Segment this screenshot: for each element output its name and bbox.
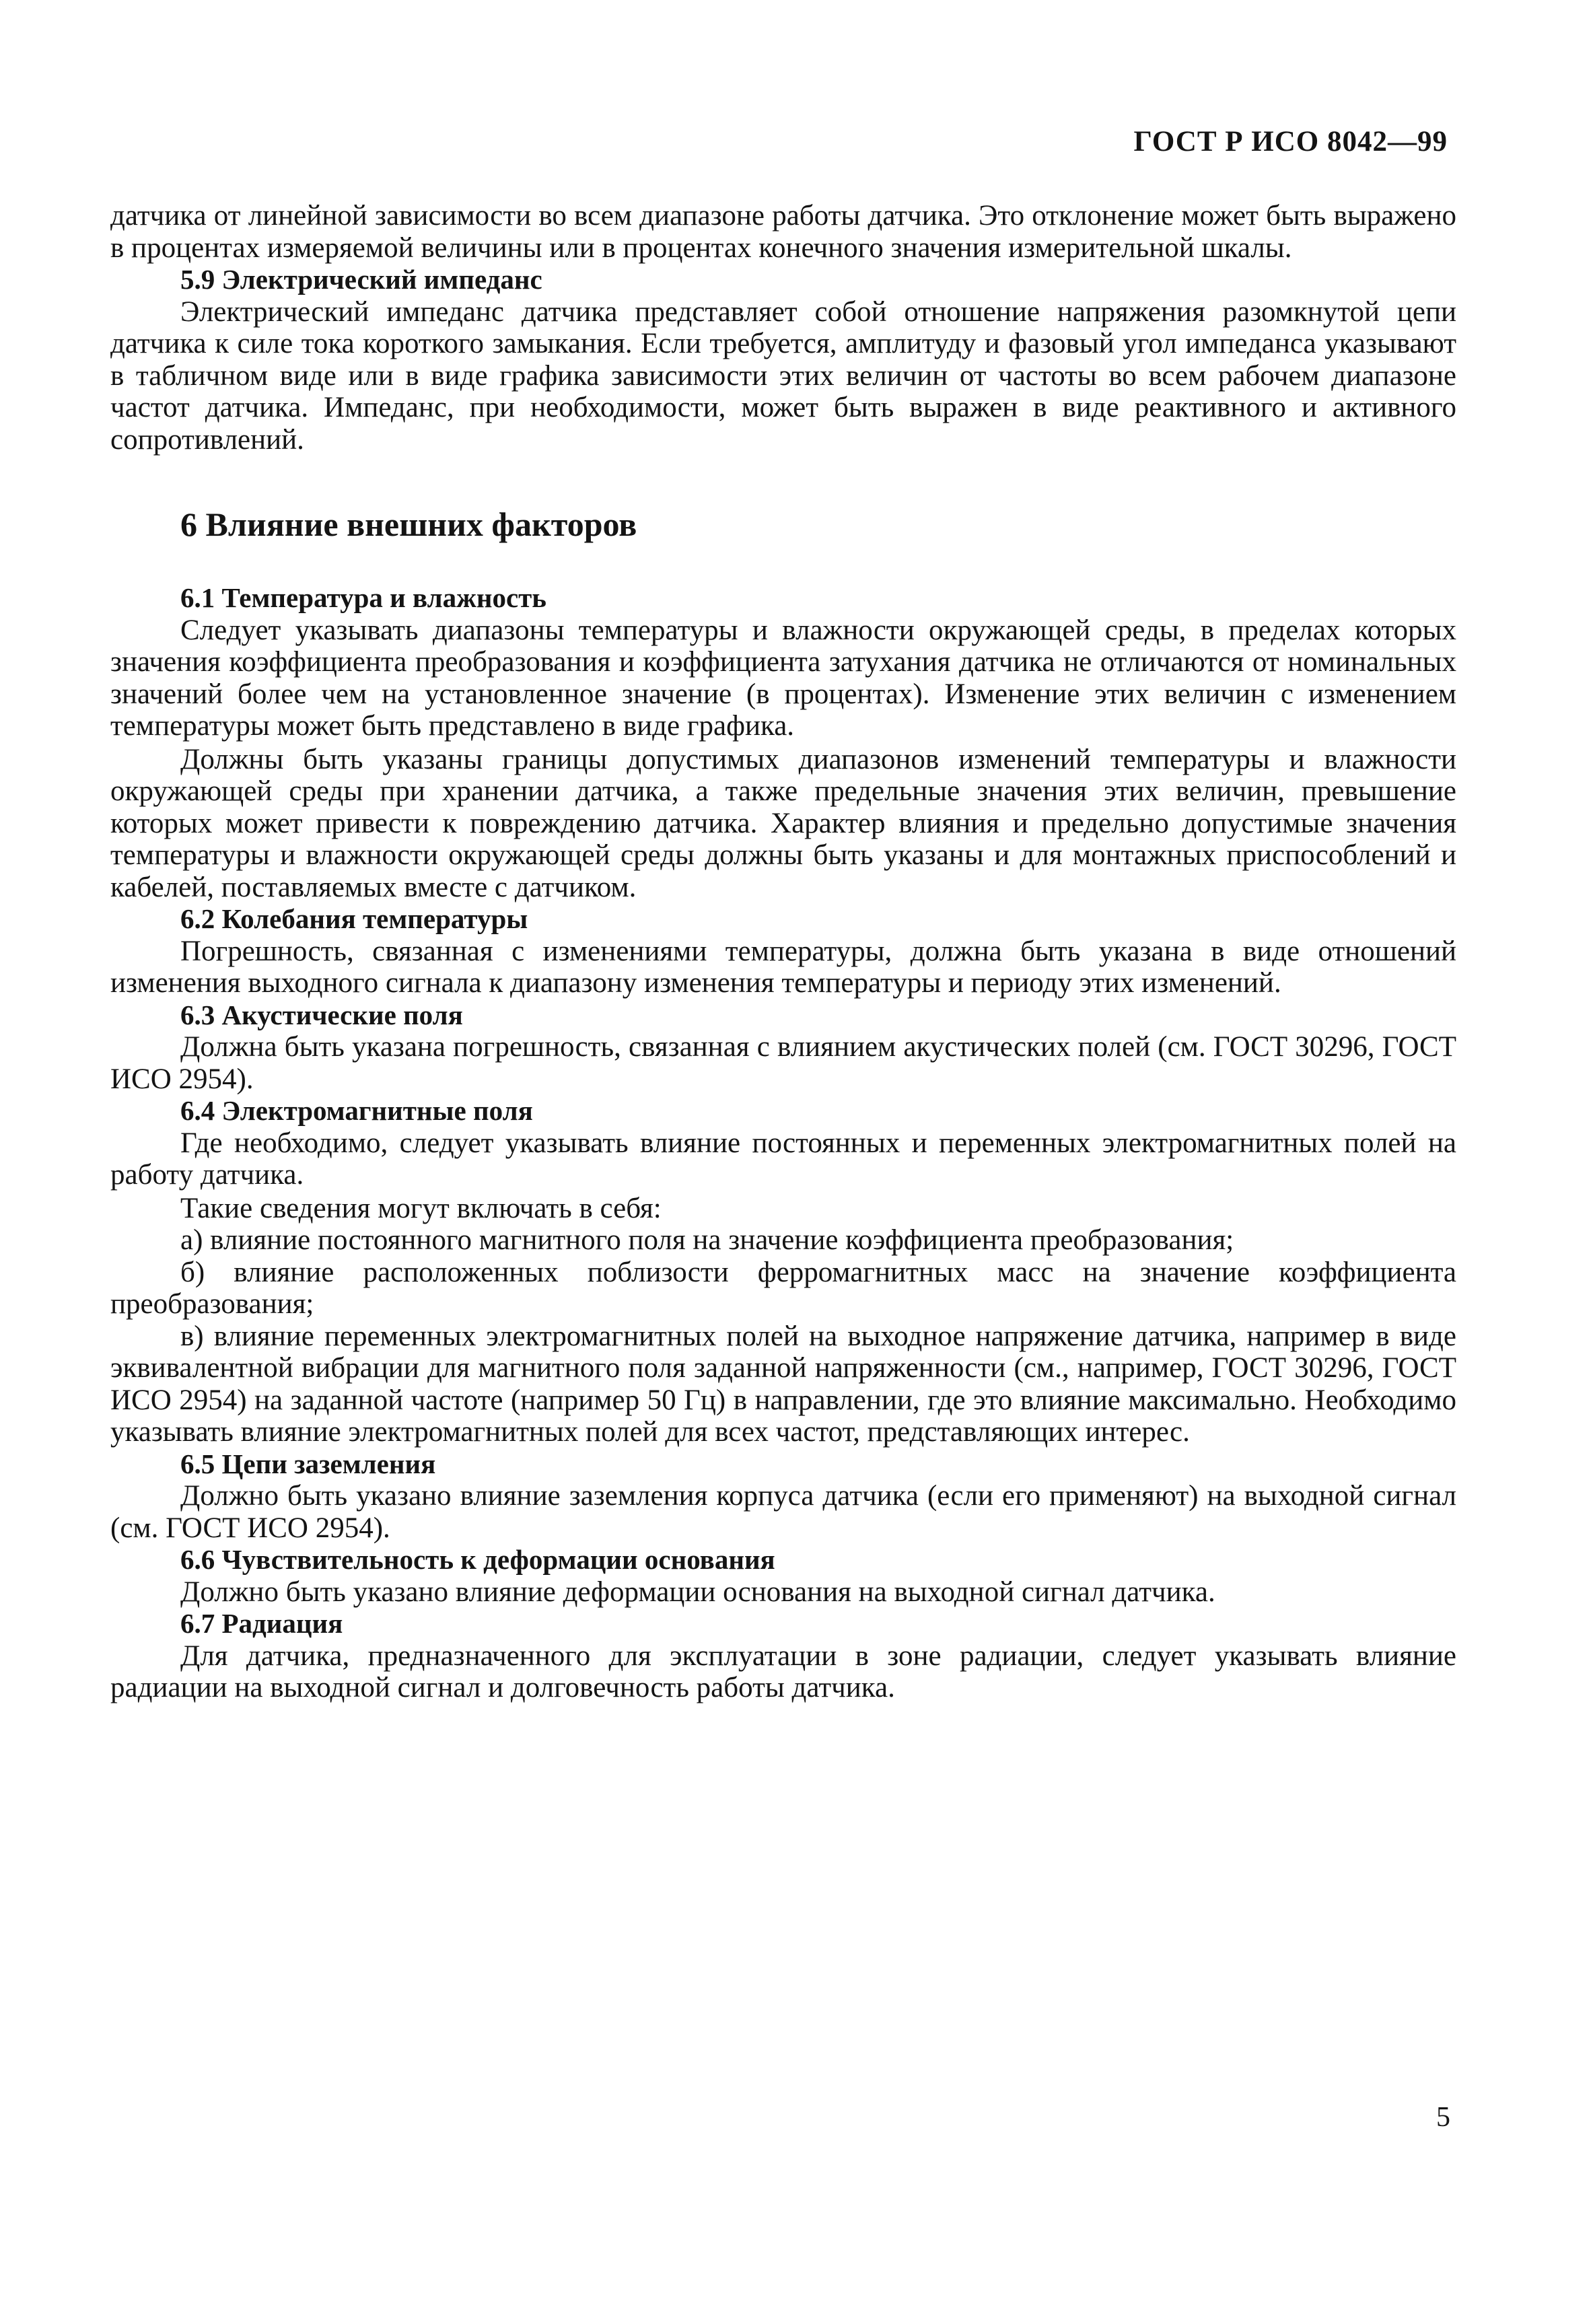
section-5-9-title: 5.9 Электрический импеданс <box>180 264 542 295</box>
document-body <box>110 200 1456 1704</box>
section-5-9-paragraph: Электрический импеданс датчика представляет собой отношение напряжения разомкнутой цепи датчика к силе тока короткого замыкания. Если требуется, амплитуду и фазовый угол импеданса указывают в табличном виде или в виде графика зависимости этих величин от частоты во всем рабочем диапазоне частот датчика. Импеданс, при необходимости, может быть выражен в виде реактивного и активного сопротивлений. <box>110 295 1456 456</box>
section-6-1-paragraph-2: Должны быть указаны границы допустимых диапазонов изменений температуры и влажности окружающей среды при хранении датчика, а также предельные значения этих величин, превышение которых может привести к повреждению датчика. Характер влияния и предельно допустимые значения температуры и влажности окружающей среды должны быть указаны и для монтажных приспособлений и кабелей, поставляемых вместе с датчиком. <box>110 743 1456 903</box>
section-6-6-paragraph: Должно быть указано влияние деформации основания на выходной сигнал датчика. <box>180 1576 1215 1608</box>
section-6-4-item-a: а) влияние постоянного магнитного поля на значение коэффициента преобразования; <box>180 1224 1234 1256</box>
section-6-5-paragraph: Должно быть указано влияние заземления корпуса датчика (если его применяют) на выходной сигнал (см. ГОСТ ИСО 2954). <box>110 1480 1456 1544</box>
section-6-2-paragraph: Погрешность, связанная с изменениями температуры, должна быть указана в виде отношений изменения выходного сигнала к диапазону изменения температуры и периоду этих изменений. <box>110 935 1456 999</box>
intro-paragraph: датчика от линейной зависимости во всем диапазоне работы датчика. Это отклонение может быть выражено в процентах измеряемой величины или в процентах конечного значения измерительной шкалы. <box>110 200 1456 264</box>
section-6-4-item-c: в) влияние переменных электромагнитных полей на выходное напряжение датчика, например в виде эквивалентной вибрации для магнитного поля заданной напряженности (см., например, ГОСТ 30296, ГОСТ ИСО 2954) на заданной частоте (например 50 Гц) в направлении, где это влияние максимально. Необходимо указывать влияние электромагнитных полей для всех частот, представляющих интерес. <box>110 1320 1456 1448</box>
section-6-4-paragraph-2: Такие сведения могут включать в себя: <box>180 1192 662 1224</box>
section-6-2-title: 6.2 Колебания температуры <box>180 903 528 934</box>
section-6-1-paragraph-1: Следует указывать диапазоны температуры и влажности окружающей среды, в пределах которых значения коэффициента преобразования и коэффициента затухания датчика не отличаются от номинальных значений более чем на установленное значение (в процентах). Изменение этих величин с изменением температуры может быть представлено в виде графика. <box>110 614 1456 742</box>
section-6-1-title: 6.1 Температура и влажность <box>180 582 546 613</box>
page-number: 5 <box>1436 2102 1450 2133</box>
section-6-7-paragraph: Для датчика, предназначенного для эксплуатации в зоне радиации, следует указывать влияние радиации на выходной сигнал и долговечность работы датчика. <box>110 1640 1456 1703</box>
section-6-4-title: 6.4 Электромагнитные поля <box>180 1095 533 1126</box>
section-6-3-paragraph: Должна быть указана погрешность, связанная с влиянием акустических полей (см. ГОСТ 30296, ГОСТ ИСО 2954). <box>110 1031 1456 1095</box>
section-6-4-paragraph-1: Где необходимо, следует указывать влияние постоянных и переменных электромагнитных полей на работу датчика. <box>110 1127 1456 1191</box>
document-header: ГОСТ Р ИСО 8042—99 <box>1133 126 1448 157</box>
section-6-3-title: 6.3 Акустические поля <box>180 999 463 1030</box>
section-6-5-title: 6.5 Цепи заземления <box>180 1448 436 1479</box>
section-6-7-title: 6.7 Радиация <box>180 1608 343 1639</box>
section-6-6-title: 6.6 Чувствительность к деформации основания <box>180 1544 775 1575</box>
section-6-title: 6 Влияние внешних факторов <box>180 505 637 543</box>
section-6-4-item-b: б) влияние расположенных поблизости ферромагнитных масс на значение коэффициента преобразования; <box>110 1256 1456 1320</box>
